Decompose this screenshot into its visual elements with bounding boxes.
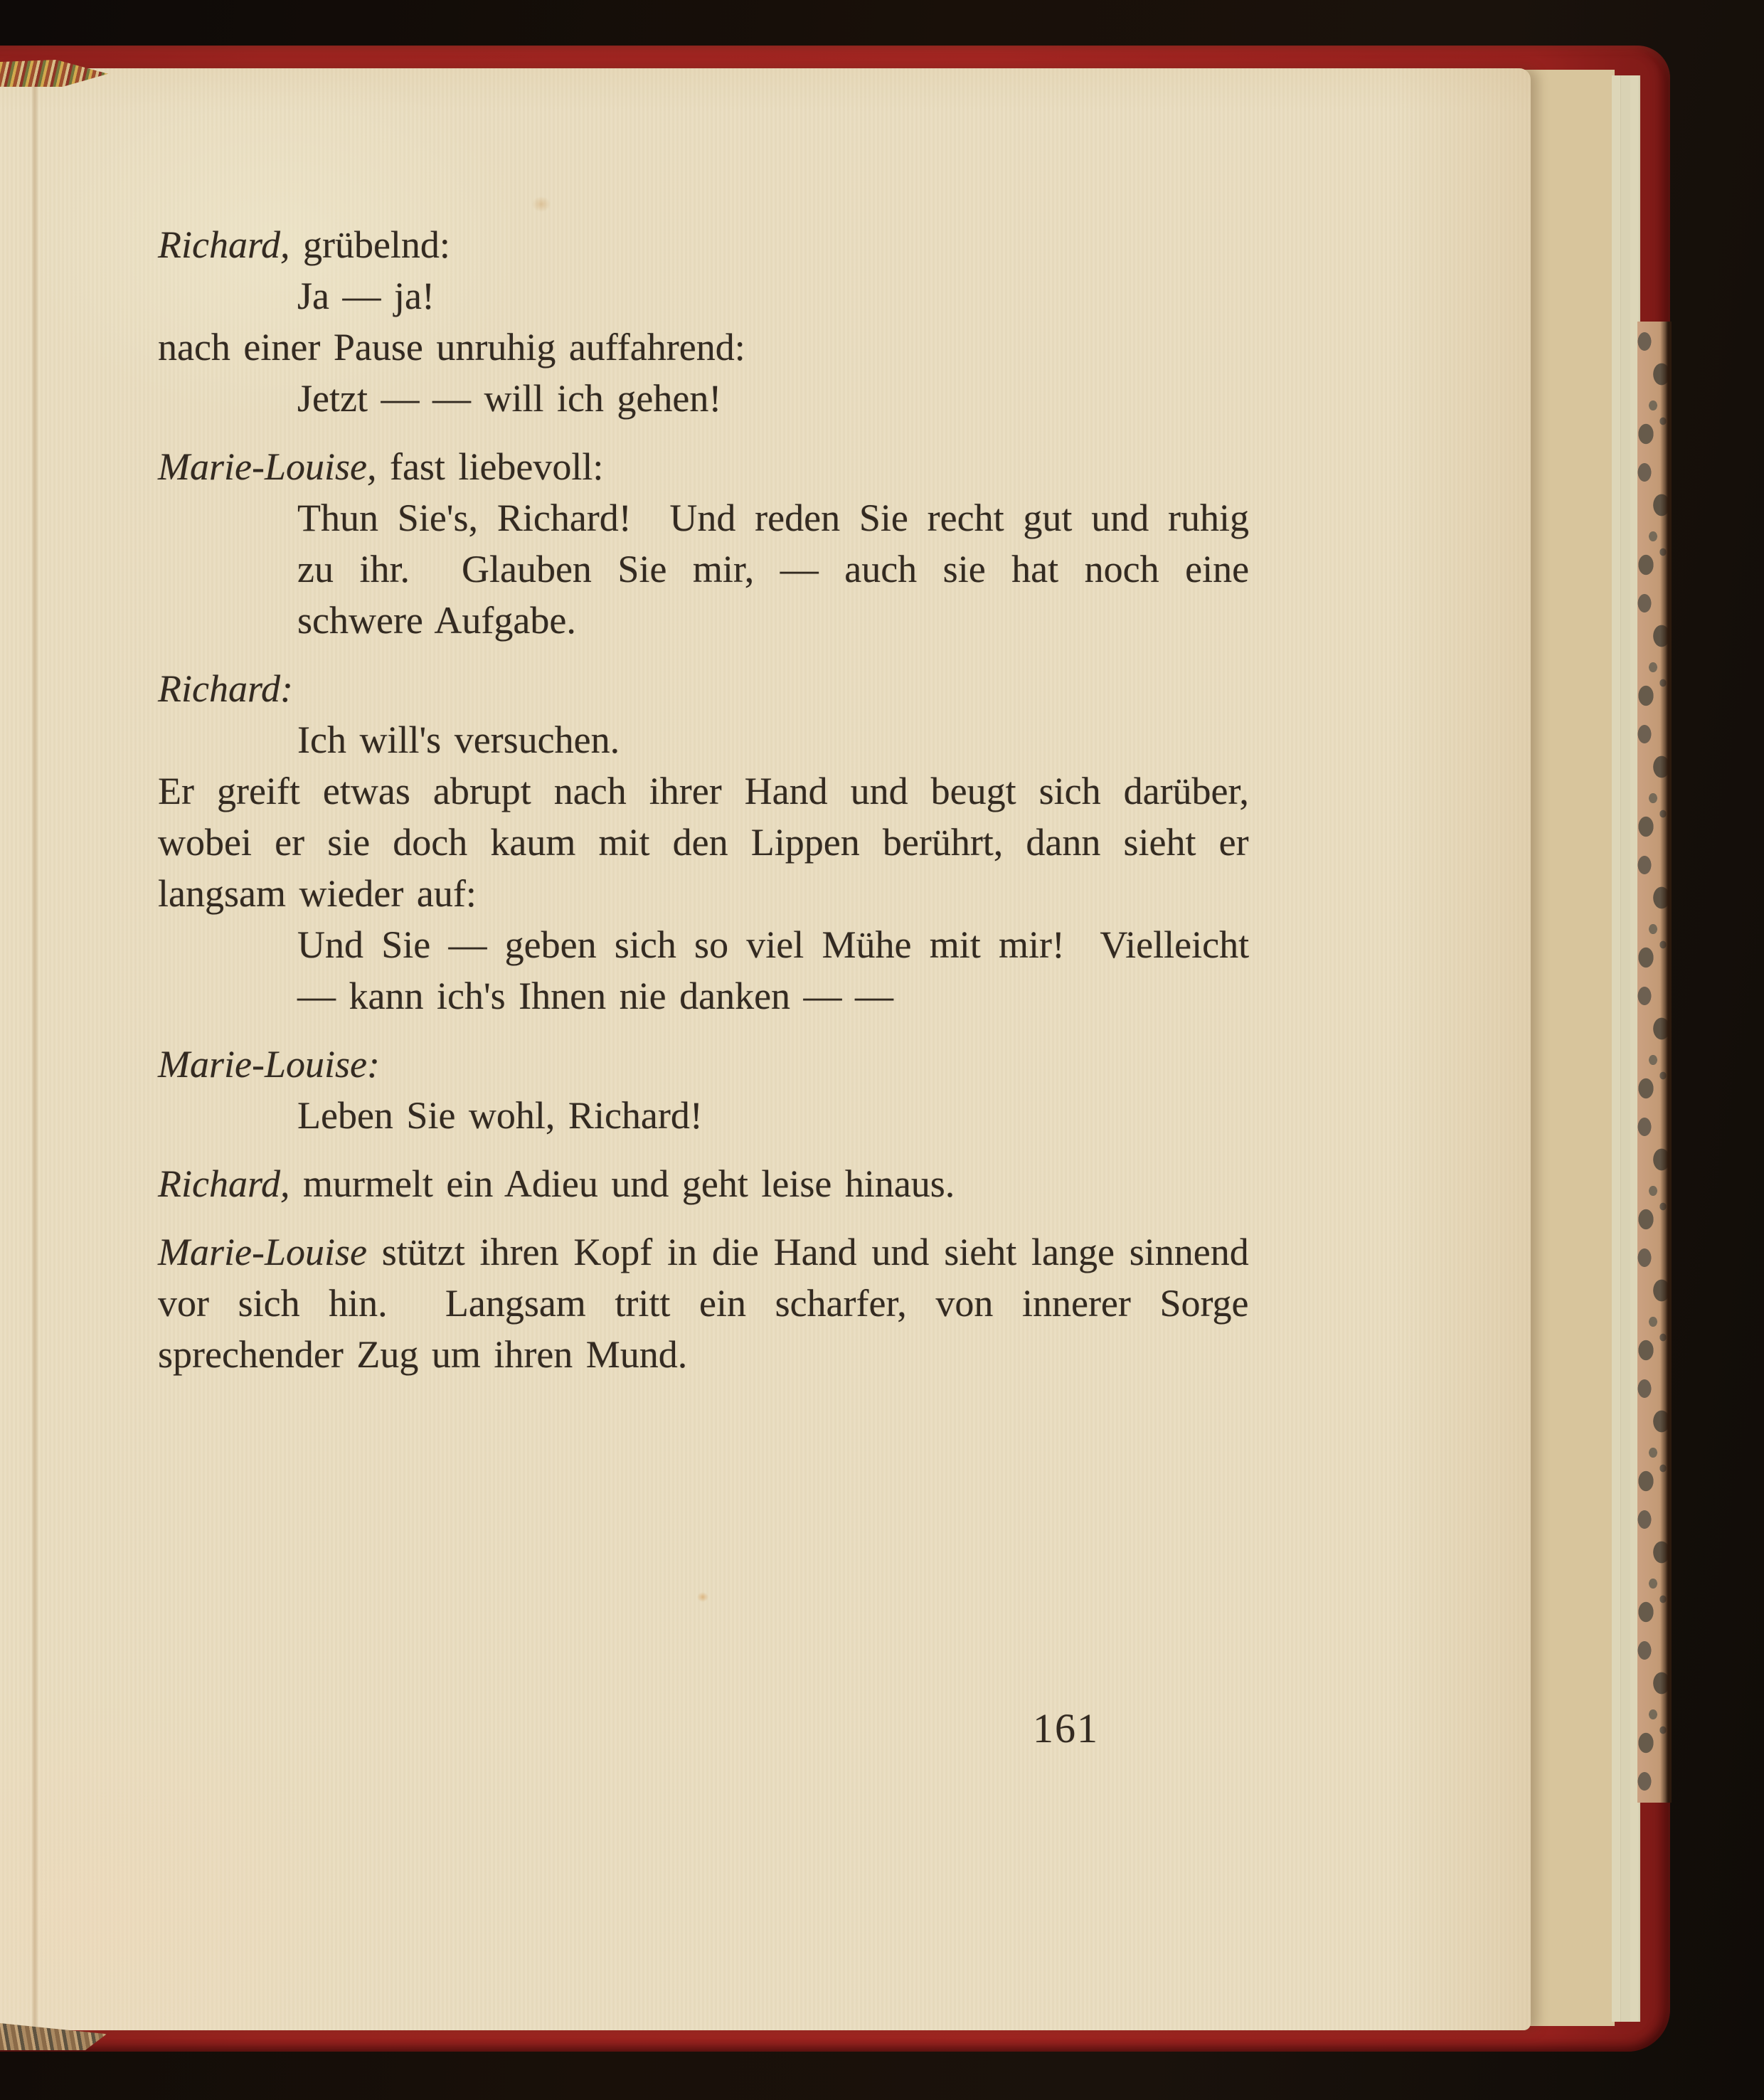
- text-line: Thun Sie's, Richard! Und reden Sie recht gut und ruhig: [297, 497, 1249, 539]
- speaker-name: Richard:: [158, 667, 293, 710]
- speaker-line: Richard, grübelnd:: [158, 223, 450, 266]
- speaker-line: Richard, murmelt ein Adieu und geht leise hinaus.: [158, 1162, 955, 1205]
- gutter-crease: [31, 68, 38, 2030]
- text-line: zu ihr. Glauben Sie mir, — auch sie hat noch eine: [297, 548, 1250, 590]
- text-line: Ich will's versuchen.: [297, 718, 620, 761]
- foxing-stain: [697, 1592, 708, 1602]
- text-line: nach einer Pause unruhig auffahrend:: [158, 326, 745, 368]
- page-number: 161: [1033, 1705, 1099, 1751]
- speaker-line: Marie-Louise, fast liebevoll:: [158, 445, 604, 488]
- speaker-name: Richard,: [158, 1162, 290, 1205]
- endpaper-edge: [1612, 75, 1640, 2022]
- text-line: sprechender Zug um ihren Mund.: [158, 1333, 688, 1376]
- text-line: — kann ich's Ihnen nie danken — —: [297, 975, 894, 1017]
- text-line: Jetzt — — will ich gehen!: [297, 377, 722, 420]
- speaker-line: [158, 1039, 1249, 1090]
- speaker-name: Marie-Louise:: [158, 1043, 380, 1086]
- text-block: [158, 219, 1249, 1380]
- text-line: Leben Sie wohl, Richard!: [297, 1094, 703, 1137]
- text-line: wobei er sie doch kaum mit den Lippen berührt, dann sieht er: [158, 821, 1249, 864]
- text-line: Und Sie — geben sich so viel Mühe mit mir! Vielleicht: [297, 923, 1250, 966]
- speaker-line: [158, 663, 1249, 714]
- text-line: schwere Aufgabe.: [297, 599, 576, 642]
- marbled-board-edge: [1637, 322, 1672, 1803]
- fore-edge-pages: [1524, 70, 1615, 2026]
- speaker-name: Marie-Louise: [158, 1231, 367, 1273]
- text-line: langsam wieder auf:: [158, 872, 477, 915]
- speaker-line: Marie-Louise stützt ihren Kopf in die Hand und sieht lange sinnend: [158, 1231, 1249, 1273]
- text-line: vor sich hin. Langsam tritt ein scharfer, von innerer Sorge: [158, 1282, 1249, 1325]
- speaker-name: Marie-Louise,: [158, 445, 377, 488]
- speaker-name: Richard,: [158, 223, 290, 266]
- text-line: Ja — ja!: [297, 275, 435, 317]
- text-line: Er greift etwas abrupt nach ihrer Hand und beugt sich darüber,: [158, 770, 1249, 812]
- foxing-stain: [532, 196, 551, 212]
